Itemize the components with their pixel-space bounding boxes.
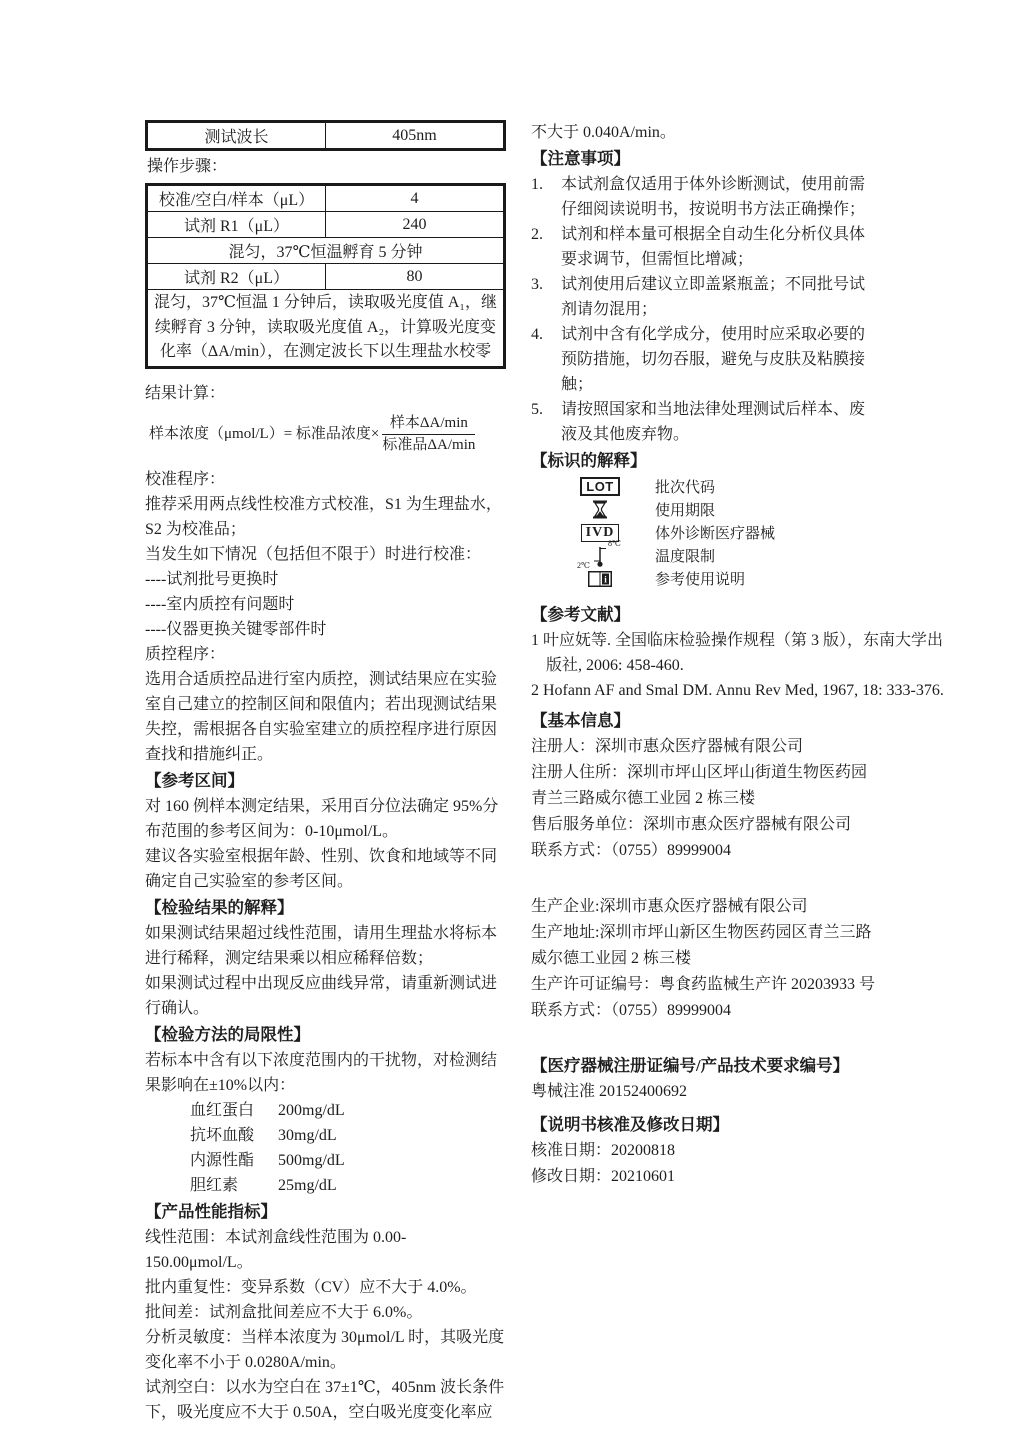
symbol-label: 使用期限 [655, 503, 716, 519]
table-row [147, 238, 505, 264]
formula-lhs: 样本浓度（μmol/L）= 标准品浓度× [149, 425, 380, 442]
performance-p5: 试剂空白：以水为空白在 37±1℃，405nm 波长条件下，吸光度应不大于 0.50A，空白吸光度变化率应 [145, 1378, 505, 1421]
precaution-item [531, 272, 879, 322]
precaution-item [531, 172, 879, 222]
svg-text:i: i [604, 574, 607, 584]
precaution-text: 请按照国家和当地法律处理测试后样本、废液及其他废弃物。 [561, 401, 866, 443]
reference-interval-p2: 建议各实验室根据年龄、性别、饮食和地域等不同确定自己实验室的参考区间。 [145, 847, 498, 890]
precaution-text: 本试剂盒仅适用于体外诊断测试，使用前需仔细阅读说明书，按说明书方法正确操作； [561, 176, 866, 218]
limitations-intro: 若标本中含有以下浓度范围内的干扰物，对检测结果影响在±10%以内： [145, 1051, 498, 1094]
wavelength-table [145, 120, 506, 151]
revision-date: 修改日期：20210601 [531, 1168, 676, 1185]
interferent-row [190, 1098, 506, 1123]
procedure-table [145, 183, 506, 369]
heading-basic-info: 【基本信息】 [531, 711, 630, 730]
table-row [147, 212, 505, 238]
proc-row4-value: 80 [326, 264, 505, 290]
production-license: 生产许可证编号：粤食药监械生产许 20203933 号 [531, 976, 876, 993]
interferent-name: 血红蛋白 [190, 1101, 255, 1119]
interferent-row [190, 1123, 506, 1148]
symbol-row-instructions [531, 567, 879, 590]
calculation-formula [149, 415, 506, 454]
performance-p4: 分析灵敏度：当样本浓度为 30μmol/L 时，其吸光度变化率不小于 0.0280A/min。 [145, 1328, 505, 1371]
approval-date: 核准日期：20200818 [531, 1142, 676, 1159]
manufacturer: 生产企业:深圳市惠众医疗器械有限公司 [531, 898, 808, 915]
interferent-name: 内源性酯 [190, 1151, 255, 1169]
precaution-item [531, 322, 879, 397]
heading-precautions: 【注意事项】 [531, 149, 630, 168]
precaution-text: 试剂和样本量可根据全自动生化分析仪具体要求调节，但需恒比增减； [561, 226, 866, 268]
continuation-text: 不大于 0.040A/min。 [531, 124, 676, 141]
formula-numerator: 样本ΔA/min [382, 415, 475, 435]
heading-dates: 【说明书核准及修改日期】 [531, 1115, 729, 1134]
right-column [531, 120, 944, 1190]
heading-symbols: 【标识的解释】 [531, 451, 647, 470]
precaution-text: 试剂使用后建议立即盖紧瓶盖；不同批号试剂请勿混用； [561, 276, 866, 318]
manufacturing-block [531, 894, 879, 1024]
temperature-limit-icon [577, 538, 621, 570]
reference-interval-p1: 对 160 例样本测定结果，采用百分位法确定 95%分布范围的参考区间为：0-10μmol/L。 [145, 797, 499, 840]
symbol-row-temperature [531, 538, 879, 570]
proc-row1-label: 校准/空白/样本（μL） [147, 185, 326, 212]
performance-p3: 批间差：试剂盒批间差应不大于 6.0%。 [145, 1303, 423, 1321]
calibration-item2: ----室内质控有问题时 [145, 595, 295, 613]
proc-row4-label: 试剂 R2（μL） [147, 264, 326, 290]
interferent-value: 25mg/dL [278, 1176, 337, 1194]
basic-info-block [531, 734, 879, 864]
interferent-value: 30mg/dL [278, 1126, 337, 1144]
heading-reference-interval: 【参考区间】 [145, 770, 244, 790]
interferent-row [190, 1148, 506, 1173]
symbol-label: 温度限制 [655, 549, 716, 565]
wavelength-label: 测试波长 [147, 122, 326, 150]
interferent-name: 抗坏血酸 [190, 1126, 255, 1144]
precaution-number: 5. [531, 401, 543, 418]
calibration-item3: ----仪器更换关键零部件时 [145, 620, 327, 638]
symbol-label: 参考使用说明 [655, 572, 746, 588]
registrant-address: 注册人住所：深圳市坪山区坪山街道生物医药园青兰三路威尔德工业园 2 栋三楼 [531, 764, 868, 807]
proc-row1-value: 4 [326, 185, 505, 212]
proc-row5-note: 混匀，37℃恒温 1 分钟后，读取吸光度值 A₁，继续孵育 3 分钟，读取吸光度值 A₂，计算吸光度变化率（ΔA/min），在测定波长下以生理盐水校零 [147, 290, 505, 368]
symbol-label: 体外诊断医疗器械 [655, 526, 776, 542]
table-row [147, 264, 505, 290]
formula-fraction [382, 415, 475, 454]
performance-p1: 线性范围：本试剂盒线性范围为 0.00-150.00μmol/L。 [145, 1228, 407, 1271]
left-column [145, 120, 506, 1425]
calibration-item1: ----试剂批号更换时 [145, 570, 279, 588]
formula-denominator: 标准品ΔA/min [382, 436, 476, 453]
symbol-row-expiry [531, 498, 879, 521]
precaution-text: 试剂中含有化学成分，使用时应采取必要的预防措施，切勿吞服，避免与皮肤及粘膜接触； [561, 326, 866, 393]
precaution-number: 2. [531, 226, 543, 243]
result-interpretation-p1: 如果测试结果超过线性范围，请用生理盐水将标本进行稀释，测定结果乘以相应稀释倍数； [145, 924, 498, 967]
symbols-list [531, 475, 879, 590]
table-row [147, 122, 505, 150]
wavelength-value: 405nm [326, 122, 505, 150]
heading-limitations: 【检验方法的局限性】 [145, 1024, 310, 1044]
interferent-value: 200mg/dL [278, 1101, 345, 1119]
heading-result-interpretation: 【检验结果的解释】 [145, 897, 294, 917]
booklet-icon [569, 571, 631, 587]
operation-steps-label: 操作步骤： [147, 158, 228, 175]
symbol-row-ivd [531, 521, 879, 544]
reference-1: 1 叶应妩等. 全国临床检验操作规程（第 3 版），东南大学出版社, 2006: 458-460. [531, 632, 944, 674]
dates-block [531, 1112, 879, 1190]
symbol-label: 批次代码 [655, 480, 716, 496]
proc-row2-label: 试剂 R1（μL） [147, 212, 326, 238]
qc-body: 选用合适质控品进行室内质控，测试结果应在实验室自己建立的控制区间和限值内；若出现测试结果失控，需根据各自实验室建立的质控程序进行原因查找和措施纠正。 [145, 670, 498, 763]
precaution-item [531, 222, 879, 272]
contact-info: 联系方式：（0755）89999004 [531, 1002, 732, 1019]
manufacturing-address: 生产地址:深圳市坪山新区生物医药园区青兰三路威尔德工业园 2 栋三楼 [531, 924, 872, 967]
performance-p2: 批内重复性：变异系数（CV）应不大于 4.0%。 [145, 1278, 477, 1296]
proc-row2-value: 240 [326, 212, 505, 238]
symbol-row-lot [531, 475, 879, 498]
contact-info: 联系方式：（0755）89999004 [531, 842, 732, 859]
after-sales-unit: 售后服务单位：深圳市惠众医疗器械有限公司 [531, 816, 852, 833]
interferent-name: 胆红素 [190, 1176, 239, 1194]
interferent-value: 500mg/dL [278, 1151, 345, 1169]
proc-row3-note: 混匀，37℃恒温孵育 5 分钟 [147, 238, 505, 264]
reference-2: 2 Hofann AF and Smal DM. Annu Rev Med, 1967, 18: 333-376. [531, 682, 944, 699]
registration-number: 粤械注准 20152400692 [531, 1083, 688, 1100]
ivd-icon: IVD [581, 524, 620, 542]
hourglass-icon [569, 500, 631, 519]
table-row [147, 290, 505, 368]
qc-title: 质控程序： [145, 645, 226, 663]
temperature-low-label: 2℃ [577, 560, 590, 570]
precaution-number: 3. [531, 276, 543, 293]
precaution-item [531, 397, 879, 447]
heading-registration-number: 【医疗器械注册证编号/产品技术要求编号】 [531, 1056, 850, 1075]
result-interpretation-p2: 如果测试过程中出现反应曲线异常，请重新测试进行确认。 [145, 974, 498, 1017]
table-row [147, 185, 505, 212]
lot-icon: LOT [580, 477, 620, 496]
precaution-number: 1. [531, 176, 543, 193]
temperature-high-label: 8℃ [608, 538, 621, 548]
precaution-number: 4. [531, 326, 543, 343]
interferent-row [190, 1173, 506, 1198]
heading-references: 【参考文献】 [531, 605, 630, 624]
heading-performance: 【产品性能指标】 [145, 1201, 277, 1221]
calibration-line2: 当发生如下情况（包括但不限于）时进行校准： [145, 545, 482, 563]
result-calc-label: 结果计算： [145, 384, 226, 402]
calibration-title: 校准程序： [145, 470, 226, 488]
calibration-line1: 推荐采用两点线性校准方式校准，S1 为生理盐水，S2 为校准品； [145, 495, 502, 538]
registrant: 注册人：深圳市惠众医疗器械有限公司 [531, 738, 804, 755]
